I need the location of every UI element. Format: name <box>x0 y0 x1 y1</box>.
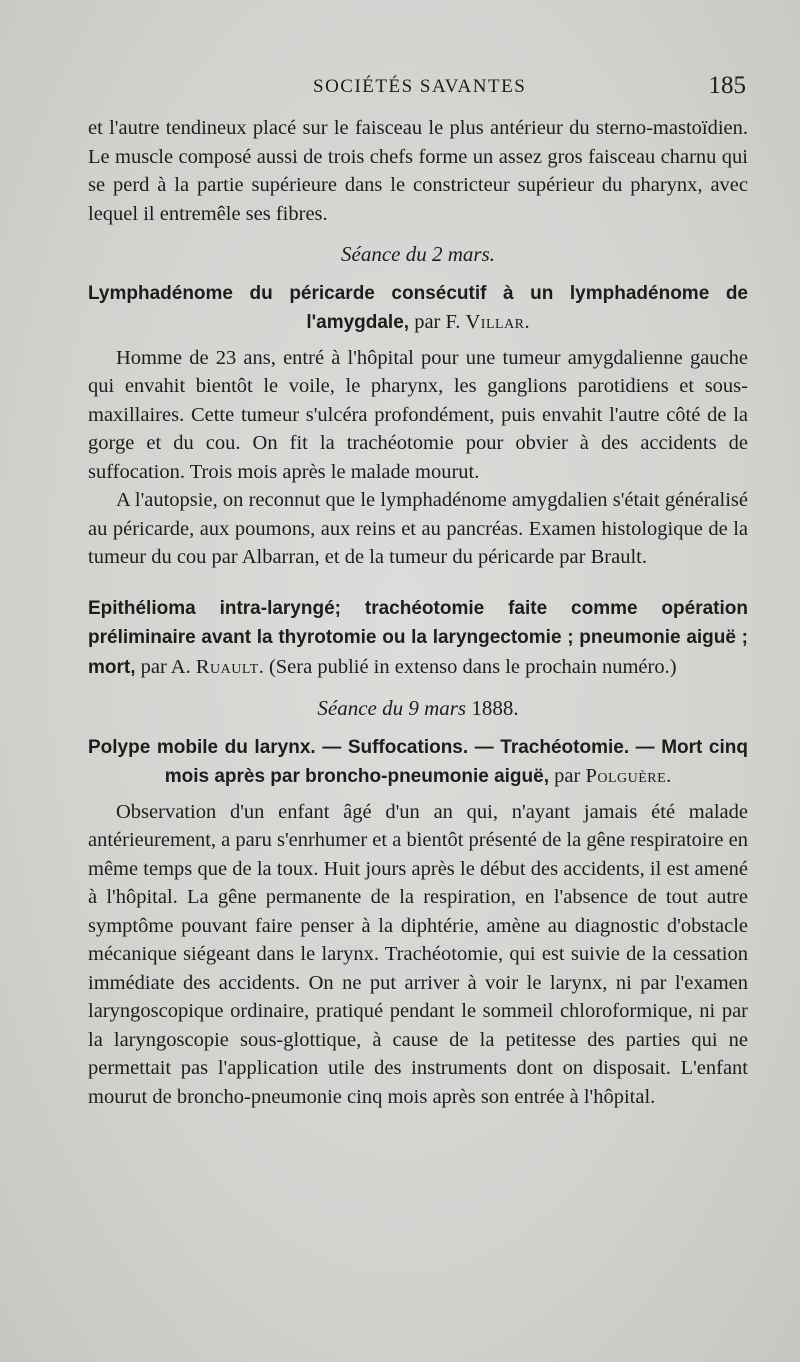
communication-title: Lymphadénome du péricarde consécutif à un lymphadénome de l'amygdale, <box>88 282 748 333</box>
communication-heading-ruault <box>88 594 748 683</box>
seance-heading-2-mars: Séance du 2 mars. <box>341 242 495 266</box>
page-header <box>88 72 746 106</box>
body-paragraph: Homme de 23 ans, entré à l'hôpital pour une tumeur amygdalienne gauche qui envahit bientôt le voile, le pharynx, les ganglions parotidiens et sous-maxillaires. Cette tumeur s'ulcéra profondément, puis envahit l'autre côté de la gorge et du cou. On fit la trachéotomie pour obvier à des accidents de suffocation. Trois mois après le malade mourut. <box>88 346 748 483</box>
communication-title: Epithélioma intra-laryngé; trachéotomie faite comme opération préliminaire avant la thyrotomie ou la laryngectomie ; pneumonie aiguë ; mort, <box>88 597 748 678</box>
communication-title: Polype mobile du larynx. — Suffocations. — Trachéotomie. — Mort cinq mois après par broncho-pneumonie aiguë, <box>88 736 748 787</box>
seance-heading-9-mars <box>88 694 748 723</box>
seance-year: 1888. <box>471 696 519 720</box>
author-name: Polguère <box>585 765 667 787</box>
author-name: Villar <box>465 311 525 333</box>
seance-label: Séance du 9 mars <box>317 696 467 720</box>
communication-heading-villar <box>88 279 748 338</box>
page-number: 185 <box>708 72 746 99</box>
body-paragraph: A l'autopsie, on reconnut que le lymphadénome amygdalien s'était généralisé au péricarde, aux poumons, aux reins et au pancréas. Examen histologique de la tumeur du cou par Albarran, et de la tumeur du péricarde par Brault. <box>88 489 748 568</box>
page-body <box>88 114 748 1111</box>
author-suffix: . (Sera publié in extenso dans le prochain numéro.) <box>258 655 677 678</box>
intro-paragraph: et l'autre tendineux placé sur le faisceau le plus antérieur du sterno-mastoïdien. Le muscle composé aussi de trois chefs forme un assez gros faisceau charnu qui se perd à la partie supérieure dans le constricteur supérieur du pharynx, avec lequel il entremêle ses fibres. <box>88 117 748 225</box>
author-suffix: . <box>666 765 672 787</box>
communication-heading-polguere <box>88 733 748 792</box>
author-prefix: par <box>549 765 586 787</box>
author-name: Ruault <box>195 655 259 678</box>
author-prefix: par A. <box>135 655 196 678</box>
author-prefix: par F. <box>409 311 466 333</box>
author-suffix: . <box>524 311 530 333</box>
running-title: SOCIÉTÉS SAVANTES <box>313 76 527 97</box>
body-paragraph: Observation d'un enfant âgé d'un an qui, n'ayant jamais été malade antérieurement, a paru s'enrhumer et a bientôt présenté de la gêne respiratoire en même temps que de la toux. Huit jours après le début des accidents, il est amené à l'hôpital. La gêne permanente de la respiration, en l'absence de tout autre symptôme pouvant faire penser à la diphtérie, amène au diagnostic d'obstacle mécanique siégeant dans le larynx. Trachéotomie, qui est suivie de la cessation immédiate des accidents. On ne put arriver à voir le larynx, ni par l'examen laryngoscopique ordinaire, pratiqué pendant le sommeil chloroformique, ni par la laryngoscopie sous-glottique, à cause de la petitesse des parties qui ne permettait pas l'application utile des instruments dont on disposait. L'enfant mourut de broncho-pneumonie cinq mois après son entrée à l'hôpital. <box>88 800 748 1108</box>
section-spacer <box>88 572 748 594</box>
